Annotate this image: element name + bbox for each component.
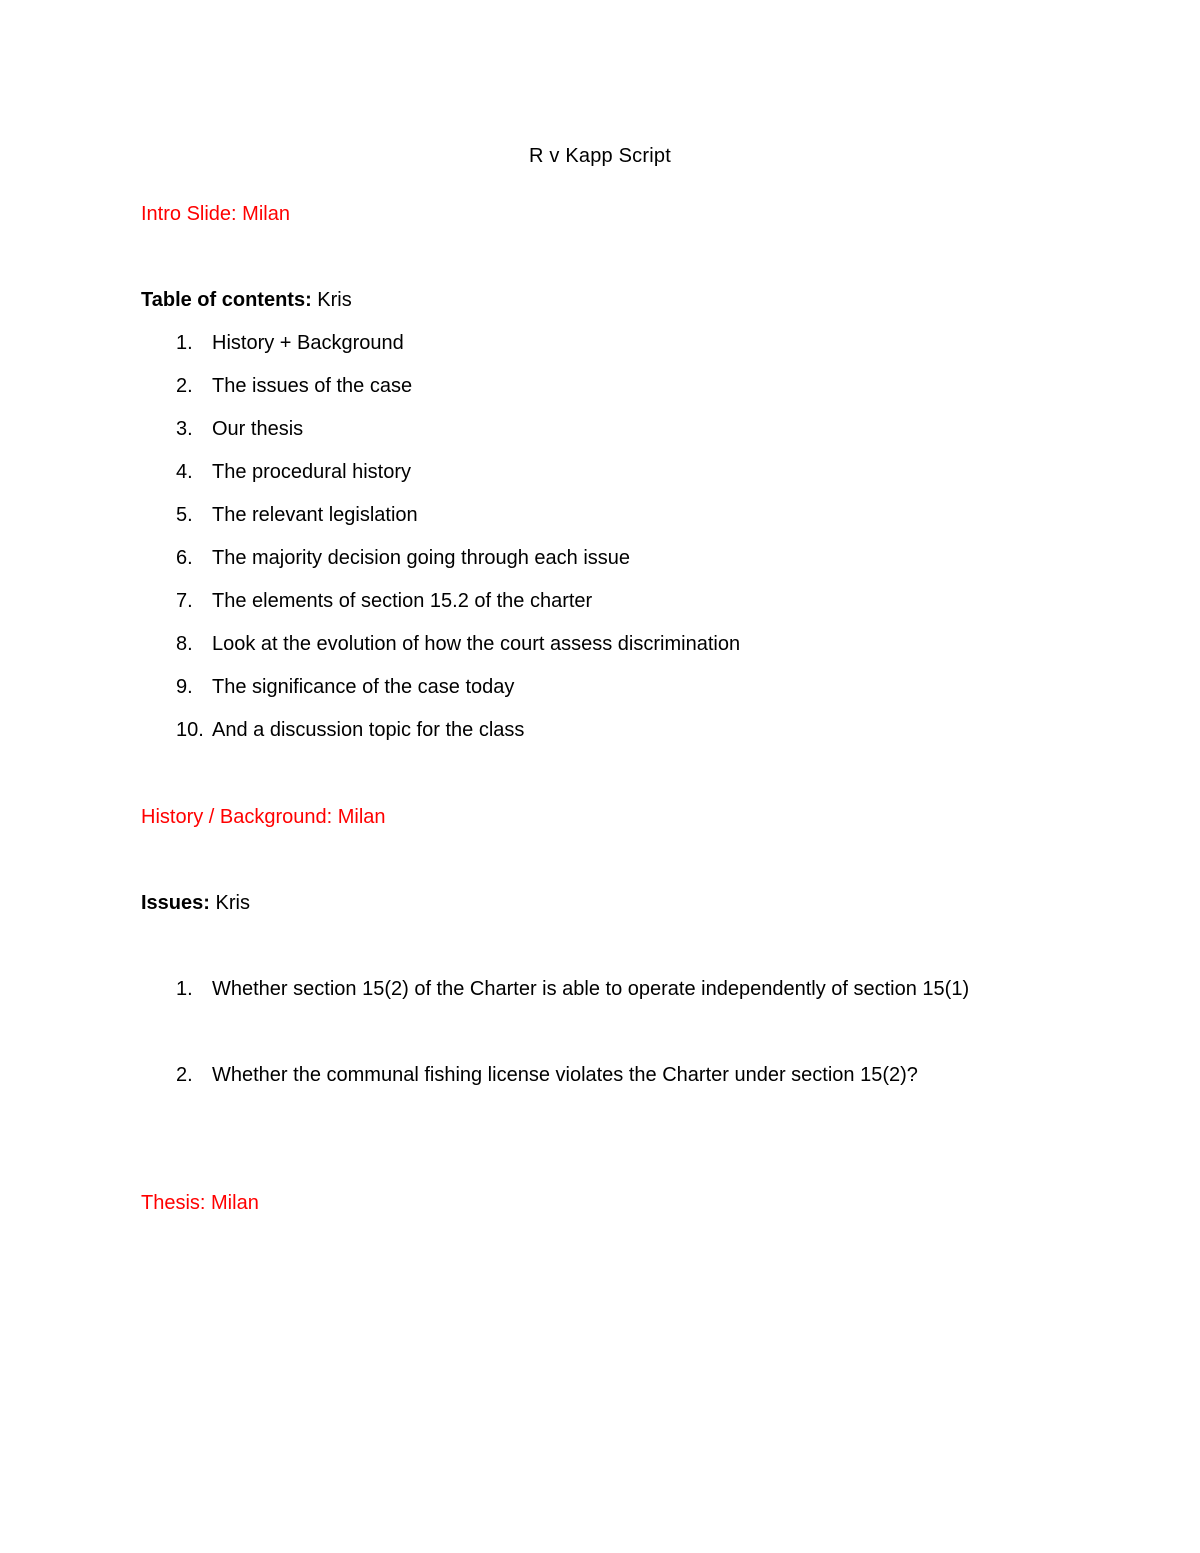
toc-heading	[141, 287, 352, 313]
intro-presenter: Milan	[236, 203, 290, 225]
toc-label: Table of contents:	[141, 289, 312, 311]
history-heading	[141, 804, 386, 830]
toc-item-number: 6.	[176, 547, 193, 569]
intro-label: Intro Slide:	[141, 203, 237, 225]
toc-item: And a discussion topic for the class	[212, 719, 525, 741]
toc-item-number: 10.	[176, 719, 204, 741]
toc-item-number: 3.	[176, 418, 193, 440]
issue-item: Whether the communal fishing license violates the Charter under section 15(2)?	[212, 1064, 918, 1086]
issues-label: Issues:	[141, 892, 210, 914]
toc-item-number: 4.	[176, 461, 193, 483]
issue-item-number: 1.	[176, 978, 193, 1000]
toc-item-number: 8.	[176, 633, 193, 655]
thesis-heading	[141, 1190, 259, 1216]
issue-item: Whether section 15(2) of the Charter is able to operate independently of section 15(1)	[212, 978, 970, 1000]
thesis-label: Thesis:	[141, 1192, 206, 1214]
history-label: History / Background:	[141, 806, 333, 828]
toc-item-number: 2.	[176, 375, 193, 397]
issues-presenter: Kris	[209, 892, 250, 914]
toc-item: Look at the evolution of how the court assess discrimination	[212, 633, 741, 655]
issues-heading	[141, 890, 250, 916]
toc-item: History + Background	[212, 332, 404, 354]
toc-item: The issues of the case	[212, 375, 413, 397]
toc-item: The elements of section 15.2 of the charter	[212, 590, 593, 612]
history-presenter: Milan	[332, 806, 386, 828]
toc-item: The significance of the case today	[212, 676, 515, 698]
toc-item-number: 5.	[176, 504, 193, 526]
toc-item-number: 1.	[176, 332, 193, 354]
toc-item: Our thesis	[212, 418, 304, 440]
issue-item-number: 2.	[176, 1064, 193, 1086]
toc-item: The procedural history	[212, 461, 411, 483]
toc-item-number: 7.	[176, 590, 193, 612]
toc-presenter: Kris	[311, 289, 352, 311]
intro-heading	[141, 201, 290, 227]
document-title: R v Kapp Script	[529, 145, 671, 167]
toc-item: The majority decision going through each issue	[212, 547, 631, 569]
thesis-presenter: Milan	[205, 1192, 259, 1214]
toc-item: The relevant legislation	[212, 504, 418, 526]
toc-item-number: 9.	[176, 676, 193, 698]
